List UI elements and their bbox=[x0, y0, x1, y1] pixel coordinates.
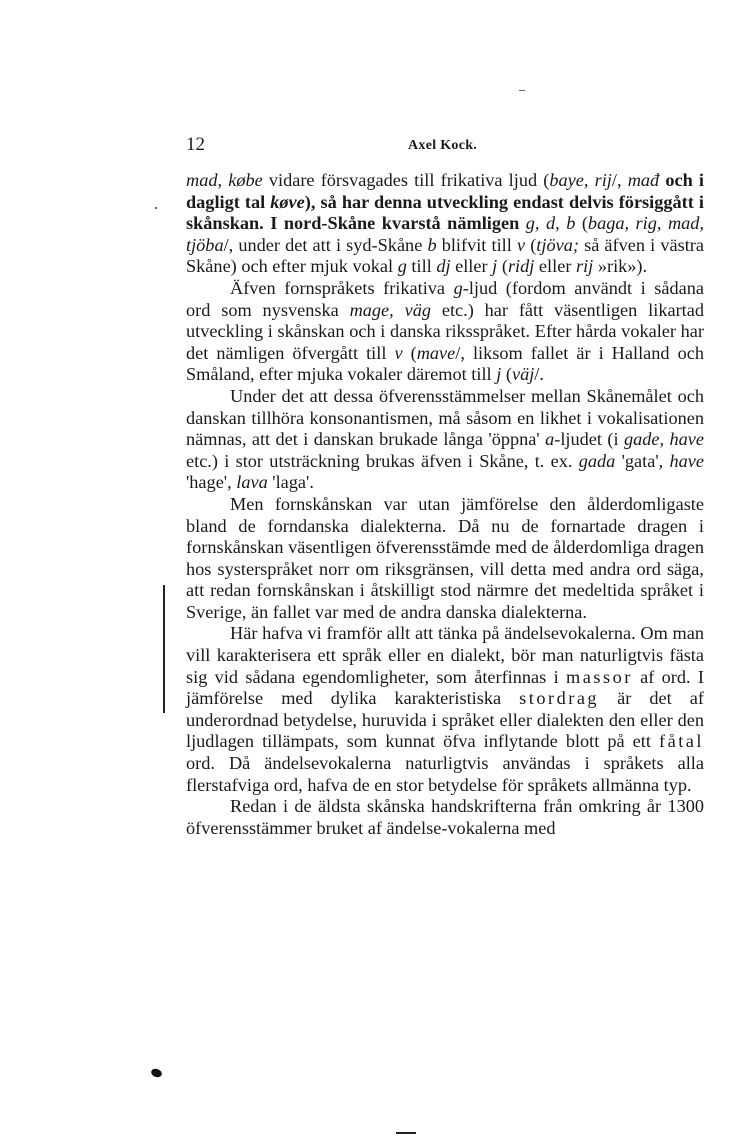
text-segment: blifvit till bbox=[436, 234, 517, 255]
text-segment: v bbox=[394, 342, 403, 363]
paragraph-1 bbox=[186, 170, 704, 278]
text-segment: Redan i de äldsta skånska handskrifterna från omkring år 1300 öfverensstämmer bruket af ändelse-vokalerna med bbox=[186, 796, 704, 838]
text-segment: g bbox=[397, 256, 407, 277]
text-segment: køve bbox=[270, 191, 305, 212]
paragraph-5 bbox=[186, 623, 704, 796]
text-segment: massor bbox=[566, 666, 633, 687]
text-segment: g bbox=[453, 277, 463, 298]
text-segment: ridj bbox=[507, 256, 535, 277]
text-segment: dj bbox=[436, 256, 451, 277]
text-segment: eller bbox=[534, 256, 576, 277]
text-segment: a bbox=[545, 429, 555, 450]
text-segment: v bbox=[516, 234, 526, 255]
text-segment: /, liksom fallet är i Halland och Småland, efter mjuka vokaler däremot till bbox=[186, 342, 704, 385]
text-segment: -ljud (fordom användt i sådana ord som nysvenska bbox=[186, 277, 705, 320]
margin-dot bbox=[155, 207, 157, 209]
text-segment: mage, väg bbox=[349, 299, 431, 320]
text-segment: etc.) i stor utsträckning brukas äfven i Skåne, t. ex. bbox=[186, 450, 579, 471]
text-segment: 'hage', bbox=[186, 472, 237, 493]
text-segment: etc.) har fått väsentligen likartad utveckling i skånskan och i danska riksspråket. Efter hårda vokaler har det nämligen öfvergått till bbox=[186, 299, 704, 363]
text-segment: väj bbox=[511, 364, 535, 385]
text-segment: eller bbox=[450, 256, 493, 277]
scan-mark-bottom bbox=[396, 1132, 416, 1134]
text-segment: Under det att dessa öfverensstämmelser mellan Skånemålet och danskan tillhöra konsonantismen, må såsom en likhet i vokalisationen nämnas, att det i danskan brukade långa 'öppna' bbox=[186, 385, 704, 450]
text-segment: ord. Då ändelsevokalerna naturligtvis användas i språkets alla flerstafviga ord, hafva de en stor betydelse för språkets allmänna typ. bbox=[186, 753, 704, 795]
text-segment: gada bbox=[578, 450, 616, 471]
text-segment: ( bbox=[501, 364, 512, 385]
text-segment: /, under det att i syd-Skåne bbox=[223, 234, 428, 255]
text-segment: mave bbox=[416, 342, 456, 363]
text-segment: vidare försvagades till frikativa ljud ( bbox=[262, 170, 550, 190]
text-segment: stordrag bbox=[519, 688, 600, 709]
text-segment: 'gata', bbox=[615, 450, 670, 471]
scan-mark-top bbox=[519, 90, 525, 91]
text-segment: ( bbox=[575, 213, 588, 234]
text-segment: j bbox=[492, 256, 498, 277]
text-segment: Här hafva vi framför allt att tänka på ändelsevokalerna. Om man vill karakterisera ett språk eller en dialekt, bör man naturligtvis fästa sig vid sådana egendomligheter, som återfinnas i bbox=[186, 623, 704, 687]
text-segment: -ljudet (i bbox=[554, 429, 624, 450]
text-segment: 'laga'. bbox=[267, 472, 314, 493]
text-segment: tjöva; bbox=[536, 234, 579, 255]
text-segment: till bbox=[406, 256, 437, 277]
text-segment: have bbox=[669, 450, 704, 471]
text-segment: g, d, b bbox=[525, 213, 576, 234]
text-segment: lava bbox=[236, 472, 268, 493]
running-head: Axel Kock. bbox=[408, 138, 478, 153]
text-segment: Äfven fornspråkets frikativa bbox=[230, 277, 454, 298]
page-header bbox=[186, 134, 704, 158]
text-segment: gade, have bbox=[623, 429, 705, 450]
paragraph-4 bbox=[186, 494, 704, 624]
text-segment: ( bbox=[497, 256, 508, 277]
text-segment: mad, købe bbox=[186, 170, 263, 190]
ink-blot bbox=[150, 1067, 163, 1078]
text-segment: af ord. I jämförelse med dylika karakteristiska bbox=[186, 666, 704, 709]
text-segment: baga, rig, mad, tjöba bbox=[186, 213, 704, 255]
body-text bbox=[186, 170, 704, 839]
text-segment: /, bbox=[611, 170, 628, 190]
text-segment: rij bbox=[575, 256, 594, 277]
text-segment: ( bbox=[402, 342, 417, 363]
margin-marking-line bbox=[163, 585, 165, 713]
text-segment: så äfven i västra Skåne) och efter mjuk vokal bbox=[186, 234, 704, 277]
text-segment: är det af underordnad betydelse, huruvida i språket eller dialekten den eller den ljudlagen tillämpats, som kunnat öfva inflytande blott på ett bbox=[186, 688, 704, 752]
text-segment: j bbox=[496, 364, 502, 385]
paragraph-6 bbox=[186, 796, 704, 839]
text-segment: »rik»). bbox=[593, 256, 648, 277]
paragraph-3 bbox=[186, 386, 704, 494]
text-segment: fåtal bbox=[659, 731, 704, 752]
paragraph-2 bbox=[186, 278, 704, 386]
text-segment: baye, rij bbox=[549, 170, 612, 190]
text-segment: ( bbox=[525, 234, 537, 255]
page-number: 12 bbox=[186, 134, 205, 155]
text-segment: och i dagligt tal bbox=[186, 170, 704, 212]
text-segment: ), så har denna utveckling endast delvis försiggått i skånskan. I nord-Skåne kvarstå nämligen bbox=[186, 191, 704, 234]
text-segment: /. bbox=[534, 364, 544, 385]
text-segment: mađ bbox=[627, 170, 660, 190]
text-segment: b bbox=[427, 234, 437, 255]
text-segment: Men fornskånskan var utan jämförelse den ålderdomligaste bland de forndanska dialekterna. Då nu de fornartade dragen i fornskånskan väsentligen öfverensstämde med de ålderdomliga dragen hos systerspråket norr om riksgränsen, vill detta med andra ord säga, att redan fornskånskan i åtskilligt stod närmre det medeltida språket i Sverige, än fallet var med de andra danska dialekterna. bbox=[186, 493, 704, 622]
